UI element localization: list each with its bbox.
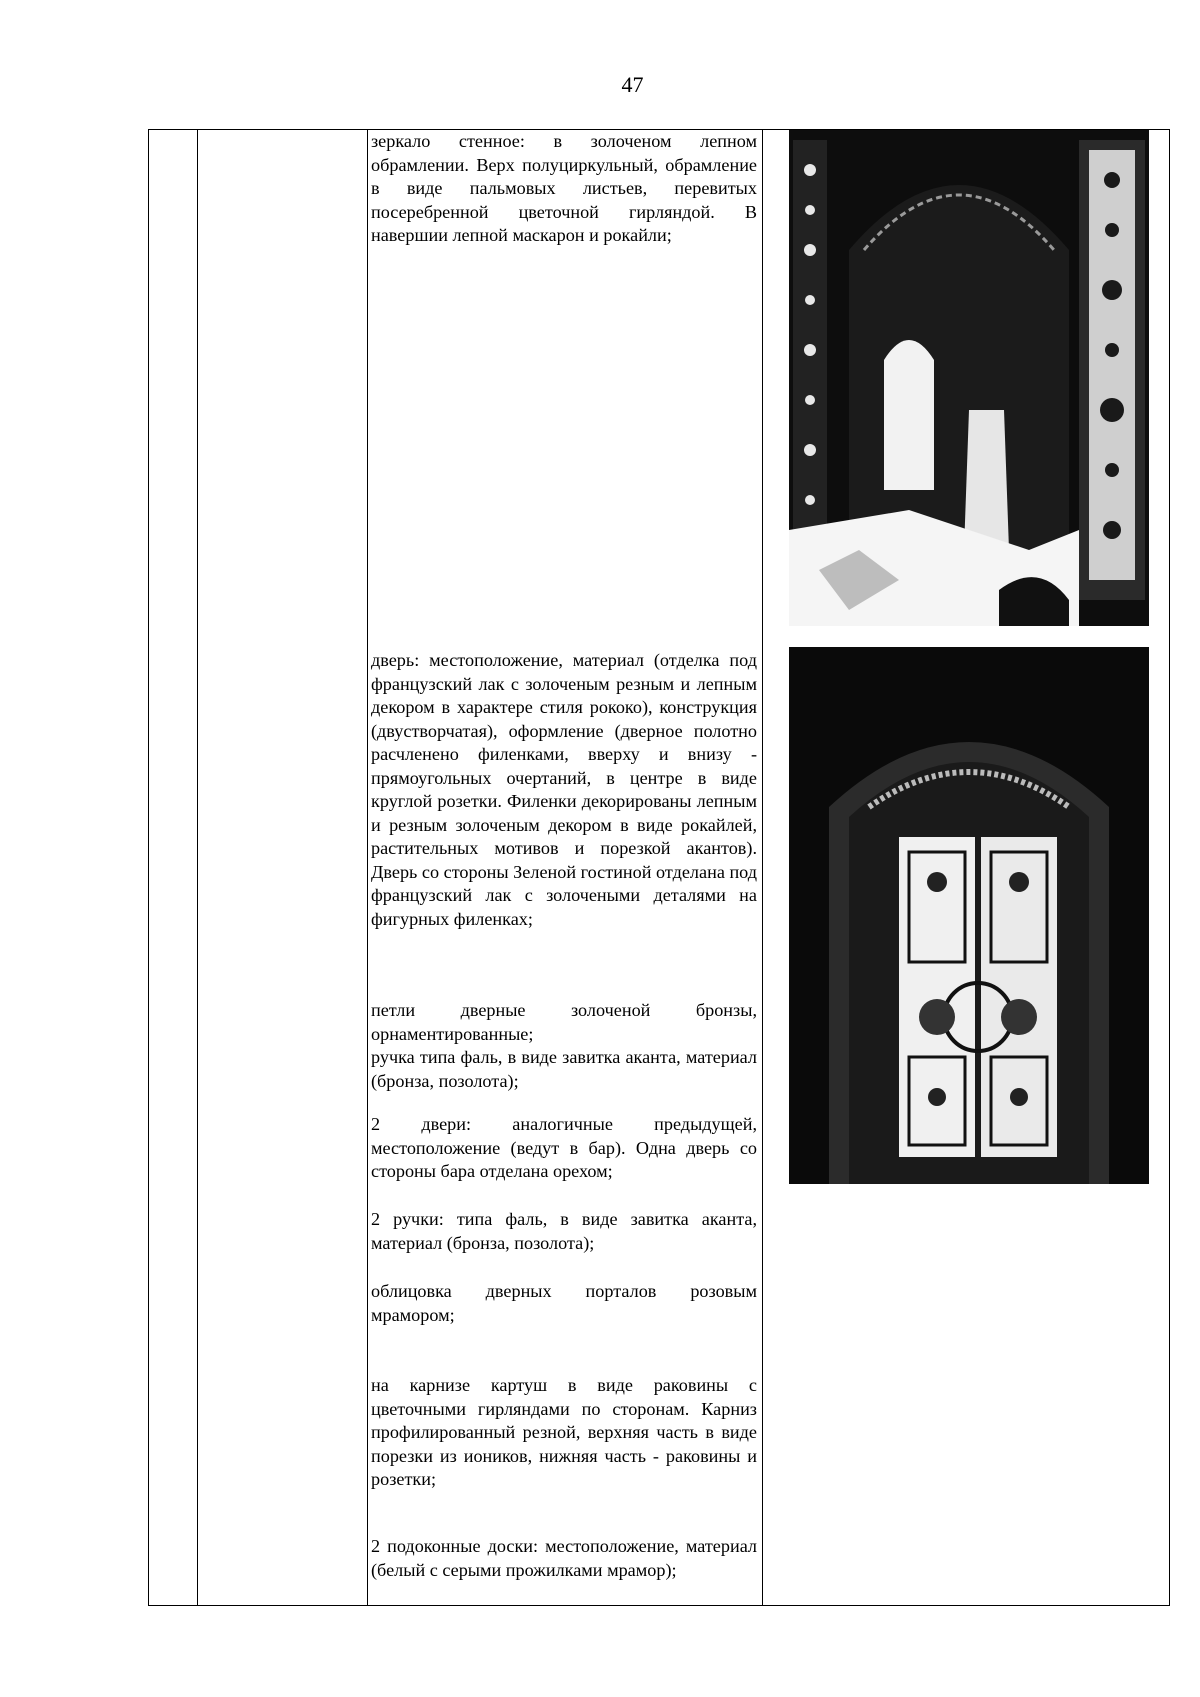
item-cornice-text: на карнизе картуш в виде раковины с цветочными гирляндами по сторонам. Карниз профилированный резной, верхняя часть в виде порезки из иоников, нижняя часть - раковины и розетки; xyxy=(371,1375,757,1489)
item-two-doors-text: 2 двери: аналогичные предыдущей, местоположение (ведут в бар). Одна дверь со стороны бара отделана орехом; xyxy=(371,1114,757,1181)
column-divider xyxy=(367,130,368,1605)
column-divider xyxy=(197,130,198,1605)
item-mirror-text: зеркало стенное: в золоченом лепном обрамлении. Верх полуциркульный, обрамление в виде пальмовых листьев, перевитых посеребренной цветочной гирляндой. В навершии лепной маскарон и рокайли; xyxy=(371,131,757,245)
item-hinges-text: петли дверные золоченой бронзы, орнаментированные; xyxy=(371,1000,757,1044)
door-photo xyxy=(789,647,1149,1184)
inventory-table xyxy=(148,129,1170,1606)
item-two-handles-text: 2 ручки: типа фаль, в виде завитка аканта, материал (бронза, позолота); xyxy=(371,1209,757,1253)
item-sills-text: 2 подоконные доски: местоположение, материал (белый с серыми прожилками мрамор); xyxy=(371,1536,757,1580)
item-portal-cladding-text: облицовка дверных порталов розовым мрамором; xyxy=(371,1281,757,1325)
column-divider xyxy=(762,130,763,1605)
item-door-text: дверь: местоположение, материал (отделка под французский лак с золоченым резным и лепным декором в характере стиля рококо), конструкция (двустворчатая), оформление (дверное полотно расчленено филенками, вверху и внизу - прямоугольных очертаний, в центре в виде круглой розетки. Филенки декорированы лепным и резным золоченым декором в виде рокайлей, растительных мотивов и порезкой акантов). Дверь со стороны Зеленой гостиной отделана под французский лак с золочеными деталями на фигурных филенках; xyxy=(371,650,757,929)
item-handle-text: ручка типа фаль, в виде завитка аканта, материал (бронза, позолота); xyxy=(371,1047,757,1091)
mirror-photo xyxy=(789,130,1149,626)
page-number: 47 xyxy=(621,72,644,97)
